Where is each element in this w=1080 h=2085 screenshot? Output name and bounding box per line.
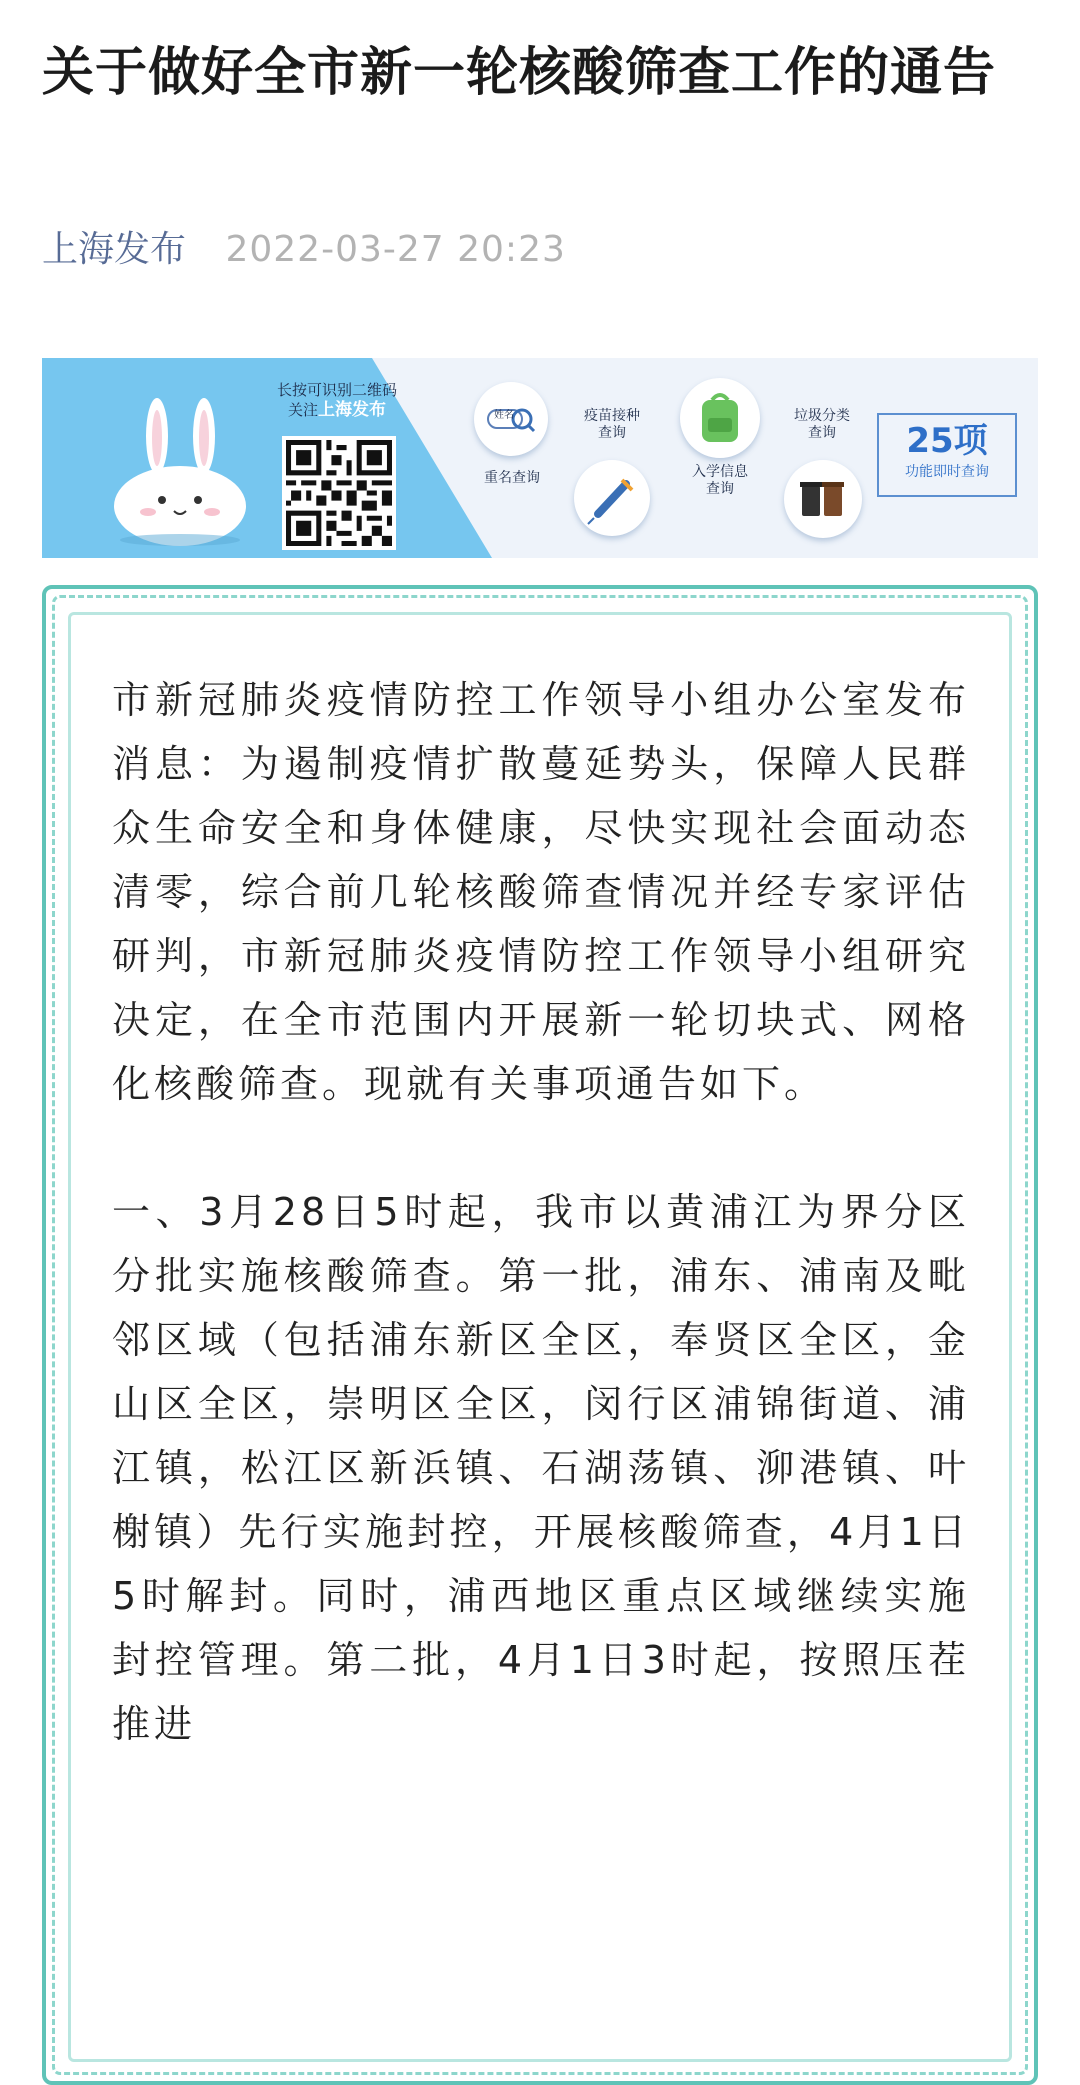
name-badge: 姓名 <box>494 410 514 421</box>
article-body <box>112 668 970 1756</box>
service-garbage-line1: 垃圾分类 <box>794 408 850 424</box>
service-garbage-line2: 查询 <box>808 425 836 441</box>
paragraph-intro: 市新冠肺炎疫情防控工作领导小组办公室发布消息：为遏制疫情扩散蔓延势头，保障人民群众生命安全和身体健康，尽快实现社会面动态清零，综合前几轮核酸筛查情况并经专家评估研判，市新冠肺炎疫情防控工作领导小组研究决定，在全市范围内开展新一轮切块式、网格化核酸筛查。现就有关事项通告如下。 <box>112 678 970 1106</box>
qr-hint-line1: 长按可识别二维码 <box>276 381 397 399</box>
promo-banner[interactable] <box>42 358 1038 558</box>
feature-caption: 功能即时查询 <box>905 464 989 480</box>
qr-hint-line2 <box>237 400 437 420</box>
service-enrollment-line1: 入学信息 <box>692 464 748 480</box>
qr-hint-account: 上海发布 <box>318 400 386 420</box>
service-enrollment[interactable] <box>672 464 768 498</box>
publish-time: 2022-03-27 20:23 <box>225 229 566 270</box>
qr-hint-prefix: 关注 <box>287 401 318 419</box>
author-link[interactable]: 上海发布 <box>42 229 187 270</box>
backpack-icon[interactable] <box>680 378 760 458</box>
feature-count: 25项 <box>906 421 988 461</box>
service-vaccine-line2: 查询 <box>598 425 626 441</box>
service-vaccine[interactable] <box>567 408 657 442</box>
service-enrollment-line2: 查询 <box>706 481 734 497</box>
article-meta <box>42 225 566 275</box>
paragraph-item-1: 一、3月28日5时起，我市以黄浦江为界分区分批实施核酸筛查。第一批，浦东、浦南及毗邻区域（包括浦东新区全区，奉贤区全区，金山区全区，崇明区全区，闵行区浦锦街道、浦江镇，松江区新浜镇、石湖荡镇、泖港镇、叶榭镇）先行实施封控，开展核酸筛查，4月1日5时解封。同时，浦西地区重点区域继续实施封控管理。第二批，4月1日3时起，按照压茬推进 <box>112 1190 970 1746</box>
qr-code-icon[interactable] <box>282 436 396 550</box>
service-garbage[interactable] <box>777 408 867 442</box>
qr-hint <box>237 380 437 420</box>
service-vaccine-line1: 疫苗接种 <box>584 408 640 424</box>
bunny-mascot-icon <box>112 396 252 546</box>
feature-count-box[interactable] <box>877 413 1017 497</box>
service-name-check[interactable]: 重名查询 <box>484 470 540 486</box>
trash-bin-icon[interactable] <box>784 460 862 538</box>
syringe-icon[interactable] <box>574 460 650 536</box>
article-title: 关于做好全市新一轮核酸筛查工作的通告 <box>42 43 997 103</box>
